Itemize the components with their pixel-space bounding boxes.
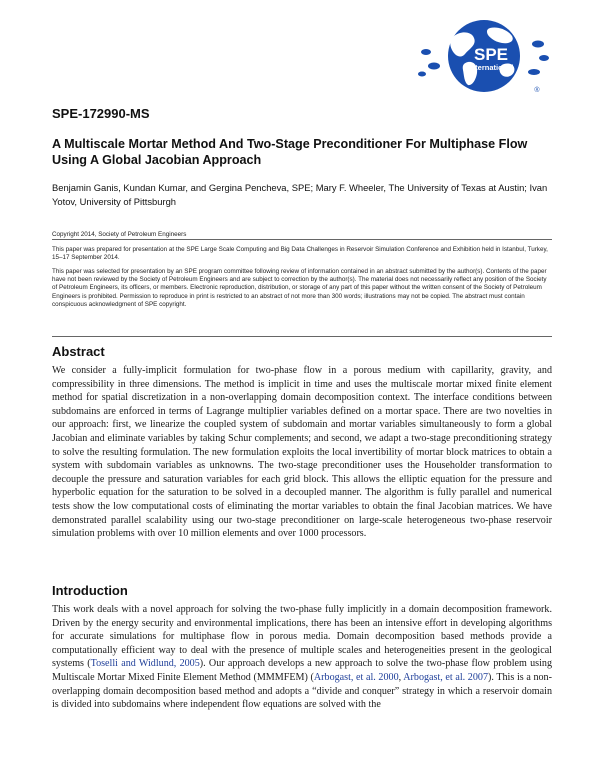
- logo-international-text: International: [468, 63, 514, 72]
- header-divider: [52, 239, 552, 240]
- introduction-text: [52, 603, 552, 712]
- copyright-notice: Copyright 2014, Society of Petroleum Engineers: [52, 231, 187, 238]
- intro-text-part-1: This work deals with a novel approach for solving the two-phase fully implicitly in a domain decomposition framework. Driven by the energy security and environmental implications, there has been an intensive effort in developing algorithms for accurate simulations for multiphase flow in porous media. Domain decomposition based methods provide a computationally efficient way to deal with the presence of multiple scales and heterogeneities present in the geological systems (: [52, 604, 552, 670]
- intro-text-part-4: ). This is a non-overlapping domain decomposition based method and adopts a “divide and conquer” strategy in which a reservoir domain is divided into subdomains where independent flow equations are solved with the: [52, 671, 552, 711]
- selection-disclaimer: This paper was selected for presentation by an SPE program committee following review of information contained in an abstract submitted by the author(s). Contents of the paper have not been reviewed by the Society of Petroleum Engineers and are subject to correction by the author(s). The material does not necessarily reflect any position of the Society of Petroleum Engineers, its officers, or members. Electronic reproduction, distribution, or storage of any part of this paper without the written consent of the Society of Petroleum Engineers is prohibited. Permission to reproduce in print is restricted to an abstract of not more than 300 words; illustrations may not be copied. The abstract must contain conspicuous acknowledgment of SPE copyright.: [52, 268, 547, 308]
- intro-text-part-3: ,: [398, 671, 404, 683]
- spe-international-logo: [416, 18, 552, 94]
- abstract-heading: Abstract: [52, 344, 105, 359]
- logo-spe-text: SPE: [473, 45, 509, 64]
- citation-toselli-widlund-2005[interactable]: Toselli and Widlund, 2005: [90, 658, 200, 670]
- citation-arbogast-2007[interactable]: Arbogast, et al. 2007: [403, 671, 488, 683]
- section-divider: [52, 336, 552, 337]
- conference-note: This paper was prepared for presentation at the SPE Large Scale Computing and Big Data Challenges in Reservoir Simulation Conference and Exhibition held in Istanbul, Turkey, 15–17 September 2014.: [52, 246, 548, 262]
- intro-text-part-2: ). Our approach develops a new approach to solve the two-phase flow problem using Multiscale Mortar Mixed Finite Element Method (MMMFEM) (: [52, 658, 553, 683]
- introduction-heading: Introduction: [52, 583, 128, 598]
- globe-logo-icon: [416, 18, 552, 94]
- author-list: Benjamin Ganis, Kundan Kumar, and Gergina Pencheva, SPE; Mary F. Wheeler, The University of Texas at Austin; Ivan Yotov, University of Pittsburgh: [52, 182, 548, 207]
- paper-title: A Multiscale Mortar Method And Two-Stage Preconditioner For Multiphase Flow Using A Global Jacobian Approach: [52, 137, 528, 167]
- registered-mark: ®: [534, 87, 540, 94]
- citation-arbogast-2000[interactable]: Arbogast, et al. 2000: [313, 671, 399, 683]
- abstract-text: We consider a fully-implicit formulation for two-phase flow in a porous medium with capillarity, gravity, and compressibility in three dimensions. The method is implicit in time and uses the multiscale mortar mixed finite element method for spatial discretization in a non-overlapping domain decomposition context. The interface conditions between subdomains are enforced in terms of Lagrange multiplier variables defined on a mortar space. There are two novelties in our approach: first, we linearize the coupled system of subdomain and mortar variables simultaneously to form a global Jacobian and eliminate variables by taking Schur complements; and second, we adapt a two-stage preconditioning strategy to solve the resulting formulation. The new formulation exploits the local invertibility of mortar block matrices to obtain a system with subdomain variables as unknowns. The two-stage preconditioner uses the Householder transformation to decouple the pressure and saturation variables for each grid block. This allows the elliptic equation for the pressure and hyperbolic equation for the saturation to be solved in a decoupled manner. The algorithm is fully parallel and numerical tests show the low computational costs of eliminating the mortar variables to obtain the final Jacobian matrices. We have demonstrated parallel scalability using our two-stage preconditioner on large-scale heterogeneous two-phase reservoir simulation problems with over 10 million elements and over 1000 processors.: [52, 365, 552, 540]
- paper-id: SPE-172990-MS: [52, 106, 150, 121]
